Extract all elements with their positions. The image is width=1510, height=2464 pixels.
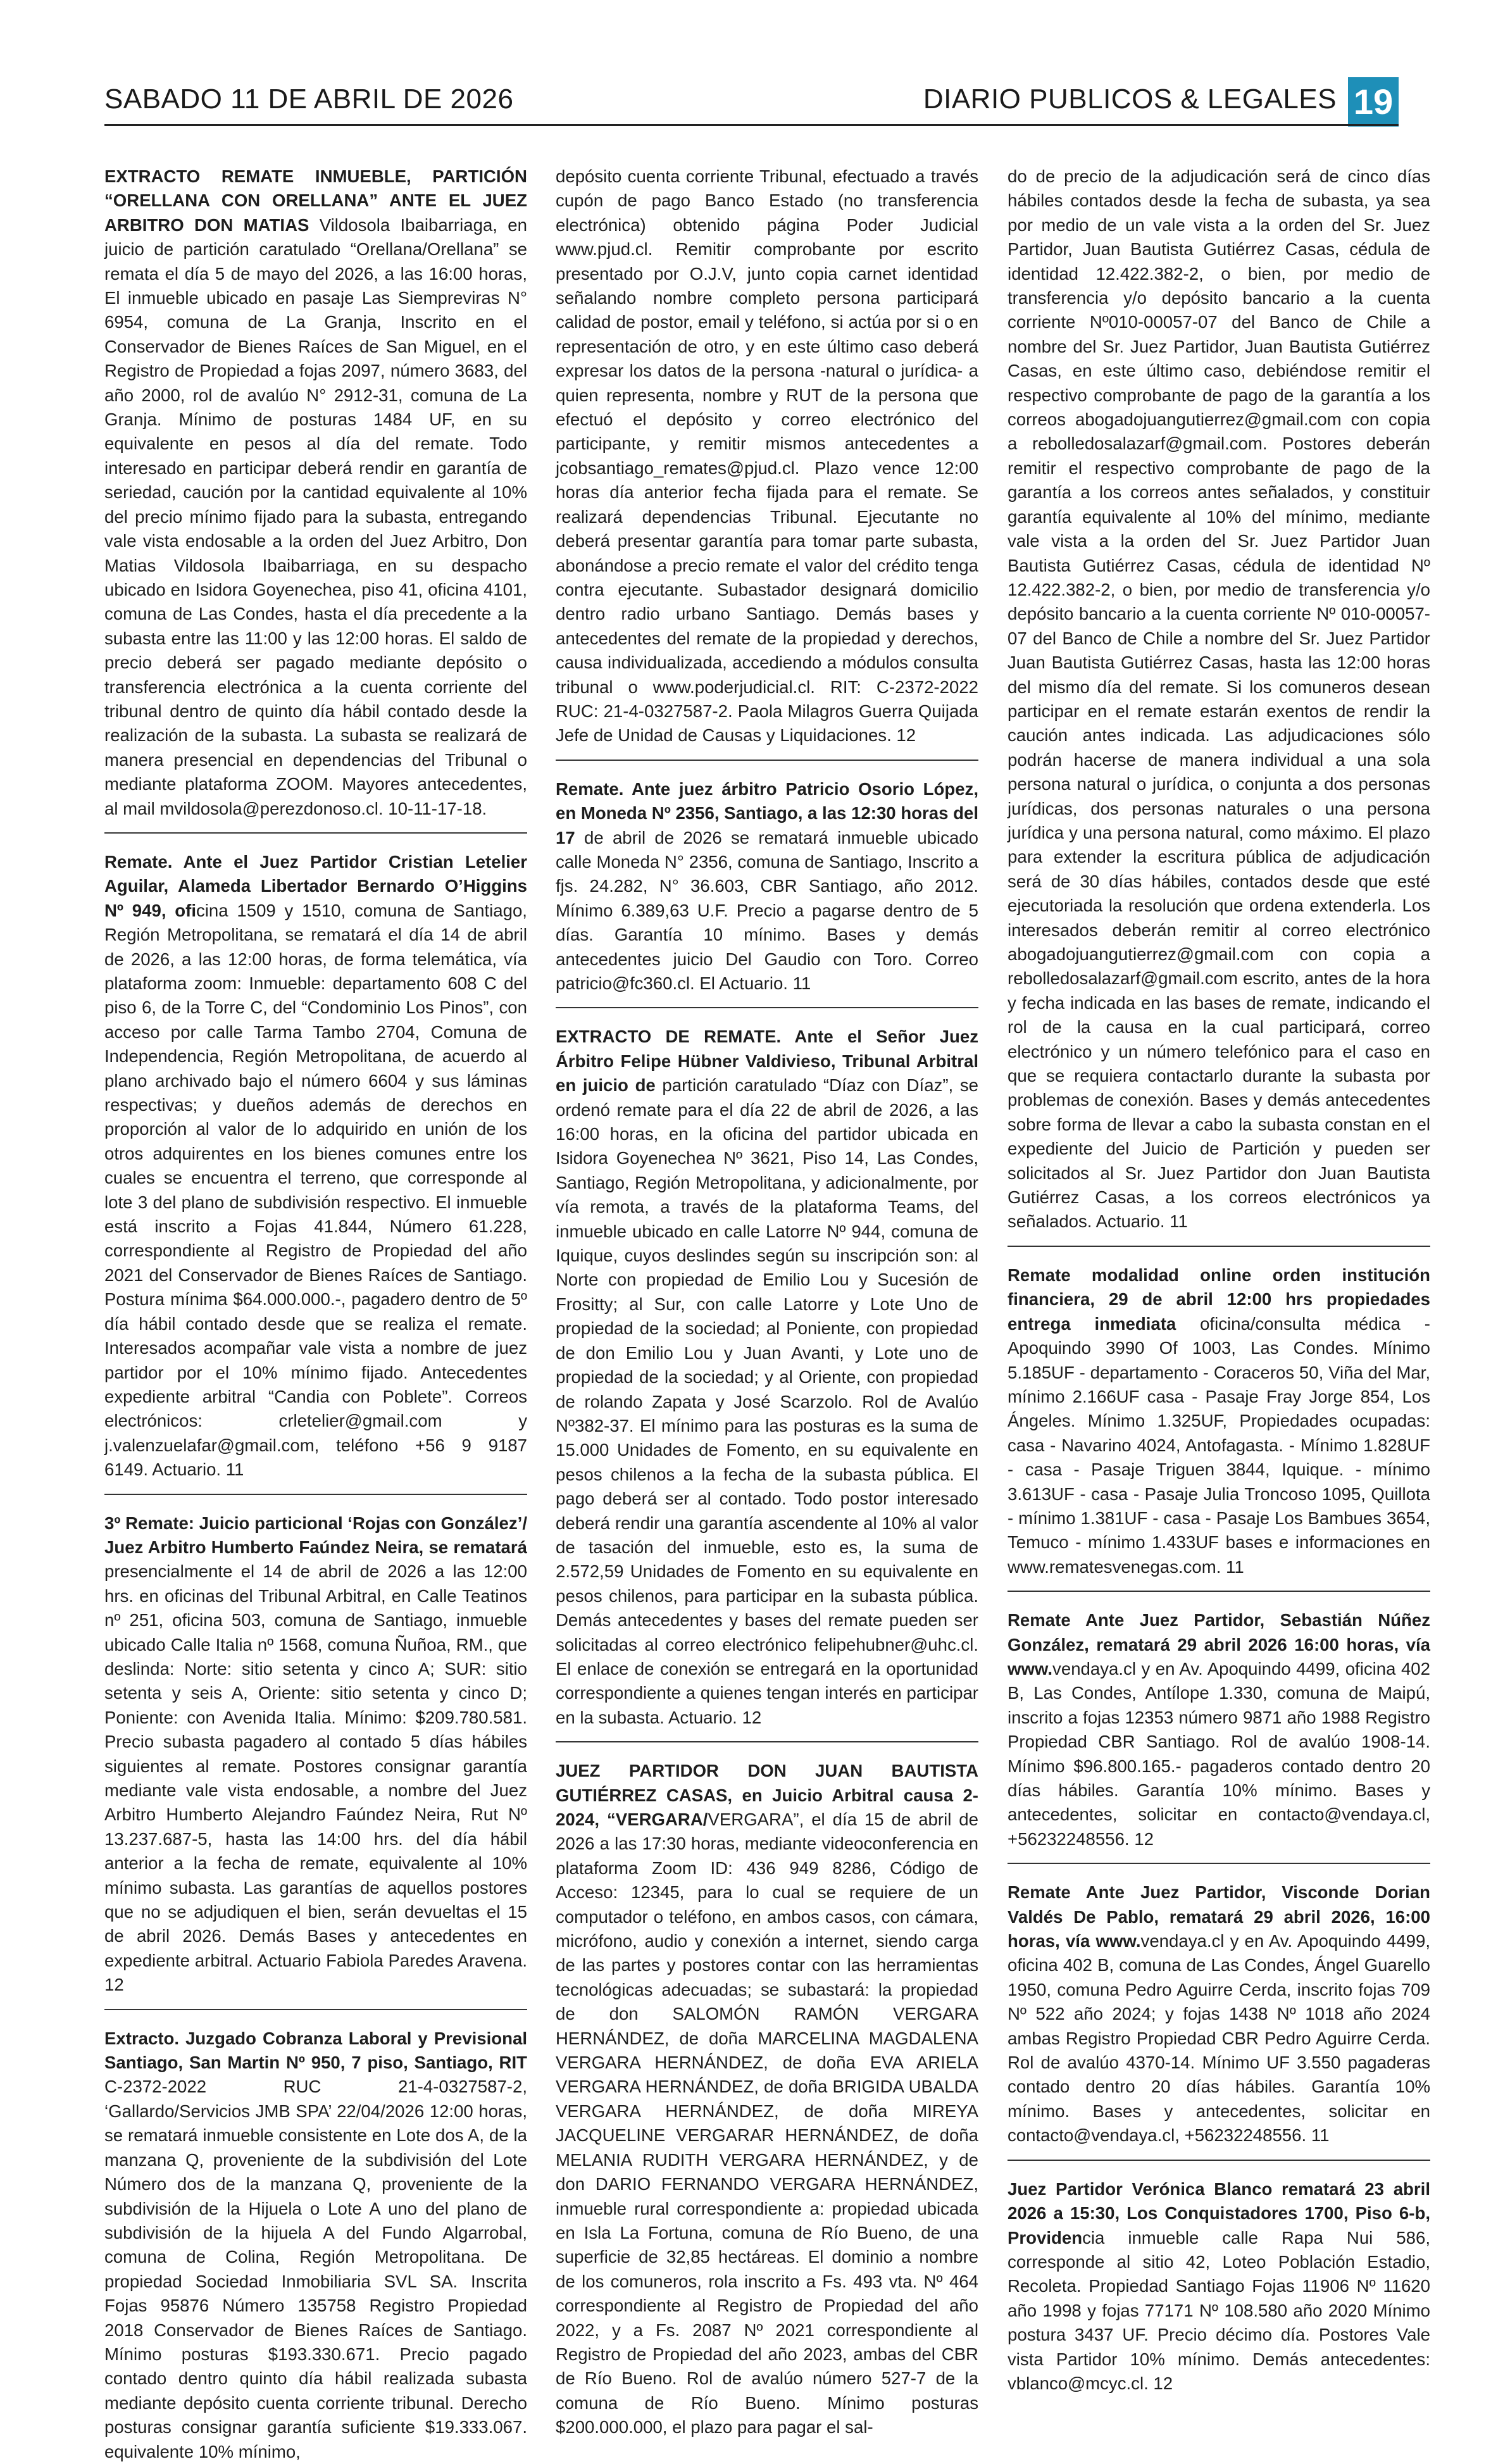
column-2 xyxy=(556,165,978,2440)
legal-notice-continued xyxy=(1008,165,1430,1234)
notice-divider xyxy=(556,760,978,761)
notice-lead: Remate modalidad online orden institución financiera, 29 de abril 12:00 hrs propiedades entrega inmediata xyxy=(1008,1265,1430,1334)
notice-lead: EXTRACTO REMATE INMUEBLE, PARTICIÓN “ORELLANA CON ORELLANA” ANTE EL JUEZ ARBITRO DON MATIAS xyxy=(104,166,527,235)
notice-lead: Juez Partidor Verónica Blanco rematará 23 abril 2026 a 15:30, Los Conquistadores 1700, Piso 6-b, Providen xyxy=(1008,2179,1430,2248)
legal-notice xyxy=(104,2027,527,2464)
legal-notice xyxy=(1008,1263,1430,1579)
notice-divider xyxy=(104,1494,527,1495)
notice-lead: Remate Ante Juez Partidor, Sebastián Núñez González, rematará 29 abril 2026 16:00 horas, vía www. xyxy=(1008,1610,1430,1679)
legal-notice xyxy=(104,850,527,1482)
notice-body: partición caratulado “Díaz con Díaz”, se ordenó remate para el día 22 de abril de 2026, a las 16:00 horas, en la oficina del partidor ubicada en Isidora Goyenechea Nº 3621, Piso 14, Las Condes, Santiago, Región Metropolitana, y adicionalmente, por vía remota, a través de la plataforma Teams, del inmueble ubicado en calle Latorre Nº 944, comuna de Iquique, cuyos deslindes según su inscripción son: al Norte con propiedad de Emilio Lou y Sucesión de Frositty; al Sur, con calle Latorre y Lote Uno de propiedad de la sociedad; al Poniente, con propiedad de don Emilio Lou y Juan Avanti, y Lote uno de propiedad de la sociedad; y al Oriente, con propiedad de rolando Zapata y José Scarzolo. Rol de Avalúo Nº382-37. El mínimo para las posturas es la suma de 15.000 Unidades de Fomento, en su equivalente en pesos chilenos a la fecha de la subasta pública. El pago deberá ser al contado. Todo postor interesado deberá rendir una garantía ascendente al 10% al valor de tasación del inmueble, esto es, la suma de 2.572,59 Unidades de Fomento en su equivalente en pesos chilenos, para participar en la subasta pública. Demás antecedentes y bases del remate pueden ser solicitadas al correo electrónico felipehubner@uhc.cl. El enlace de conexión se entregará en la oportunidad correspondiente a quienes tengan interés en participar en la subasta. Actuario. 12 xyxy=(556,1075,978,1727)
notice-body: vendaya.cl y en Av. Apoquindo 4499, oficina 402 B, comuna de Las Condes, Ángel Guarello 1950, comuna Pedro Aguirre Cerda, inscrito fojas 709 Nº 522 año 2024; y fojas 1438 Nº 1018 año 2024 ambas Registro Propiedad CBR Pedro Aguirre Cerda. Rol de avalúo 4370-14. Mínimo UF 3.550 pagaderas contado dentro 20 días hábiles. Garantía 10% mínimo. Bases y antecedentes, solicitar en contacto@vendaya.cl, +56232248556. 11 xyxy=(1008,1931,1430,2146)
notice-lead: Extracto. Juzgado Cobranza Laboral y Previsional Santiago, San Martin Nº 950, 7 piso, Santiago, RIT xyxy=(104,2028,527,2073)
legal-notice xyxy=(1008,1608,1430,1851)
notice-body: presencialmente el 14 de abril de 2026 a las 12:00 hrs. en oficinas del Tribunal Arbitral, en Calle Teatinos nº 251, oficina 503, comuna de Santiago, inmueble ubicado Calle Italia nº 1568, comuna Ñuñoa, RM., que deslinda: Norte: sitio setenta y cinco A; SUR: sitio setenta y seis A, Oriente: sitio setenta y cinco D; Poniente: con Avenida Italia. Mínimo: $209.780.581. Precio subasta pagadero al contado 5 días hábiles siguientes al remate. Postores consignar garantía mediante vale vista endosable, a nombre del Juez Arbitro Humberto Alejandro Faúndez Neira, Rut Nº 13.237.687-5, hasta las 14:00 hrs. del día hábil anterior a la fecha de remate, equivalente al 10% mínimo subasta. Las garantías de aquellos postores que no se adjudiquen el bien, serán devueltas el 15 de abril 2026. Demás Bases y antecedentes en expediente arbitral. Actuario Fabiola Paredes Aravena. 12 xyxy=(104,1561,527,1995)
notice-body: cina 1509 y 1510, comuna de Santiago, Región Metropolitana, se rematará el día 14 de abril de 2026, a las 12:00 horas, de forma telemática, vía plataforma zoom: Inmueble: departamento 608 C del piso 6, de la Torre C, del “Condominio Los Pinos”, con acceso por calle Tarma Tambo 2704, Comuna de Independencia, Región Metropolitana, de acuerdo al plano archivado bajo el número 6604 y sus láminas respectivas; y dueños además de derechos en proporción al valor de lo adquirido en unión de los otros adquirentes en los bienes comunes entre los cuales se encuentra el terreno, que corresponde al lote 3 del plano de subdivisión respectivo. El inmueble está inscrito a Fojas 41.844, Número 61.228, correspondiente al Registro de Propiedad del año 2021 del Conservador de Bienes Raíces de Santiago. Postura mínima $64.000.000.-, pagadero dentro de 5º día hábil contado desde que se realiza el remate. Interesados acompañar vale vista a nombre de juez partidor por el 10% mínimo fijado. Antecedentes expediente arbitral “Candia con Poblete”. Correos electrónicos: crletelier@gmail.com y j.valenzuelafar@gmail.com, teléfono +56 9 9187 6149. Actuario. 11 xyxy=(104,900,527,1480)
notice-divider xyxy=(1008,1246,1430,1247)
legal-notice-continued xyxy=(556,165,978,748)
notice-body: Vildosola Ibaibarriaga, en juicio de partición caratulado “Orellana/Orellana” se remata el día 5 de mayo del 2026, a las 16:00 horas, El inmueble ubicado en pasaje Las Siempreviras N° 6954, comuna de La Granja, Inscrito en el Conservador de Bienes Raíces de San Miguel, en el Registro de Propiedad a fojas 2097, número 3683, del año 2000, rol de avalúo N° 2912-31, comuna de La Granja. Mínimo de posturas 1484 UF, en su equivalente en pesos al día del remate. Todo interesado en participar deberá rendir en garantía de seriedad, caución por la cantidad equivalente al 10% del precio mínimo fijado para la subasta, entregando vale vista endosable a la orden del Juez Arbitro, Don Matias Vildosola Ibaibarriaga, en su despacho ubicado en Isidora Goyenechea, piso 41, oficina 4101, comuna de Las Condes, hasta el día precedente a la subasta entre las 11:00 y las 12:00 horas. El saldo de precio deberá ser pagado mediante depósito o transferencia electrónica a la cuenta corriente del tribunal dentro de quinto día hábil contado desde la realización de la subasta. La subasta se realizará de manera presencial en dependencias del Tribunal o mediante plataforma ZOOM. Mayores antecedentes, al mail mvildosola@perezdonoso.cl. 10-11-17-18. xyxy=(104,215,527,818)
notice-lead: EXTRACTO DE REMATE. Ante el Señor Juez Árbitro Felipe Hübner Valdivieso, Tribunal Arbitral en juicio de xyxy=(556,1027,978,1096)
legal-notice xyxy=(556,1759,978,2439)
notice-divider xyxy=(1008,2160,1430,2161)
notice-divider xyxy=(556,1741,978,1742)
legal-notice xyxy=(104,165,527,821)
notice-lead: JUEZ PARTIDOR DON JUAN BAUTISTA GUTIÉRREZ CASAS, en Juicio Arbitral causa 2-2024, “VERGARA/ xyxy=(556,1761,978,1829)
notice-divider xyxy=(104,832,527,834)
issue-date: SABADO 11 DE ABRIL DE 2026 xyxy=(104,84,514,115)
notice-body: oficina/consulta médica - Apoquindo 3990 Of 1003, Las Condes. Mínimo 5.185UF - departamento - Coraceros 50, Viña del Mar, mínimo 2.166UF casa - Pasaje Fray Jorge 854, Los Ángeles. Mínimo 1.325UF, Propiedades ocupadas: casa - Navarino 4024, Antofagasta. - Mínimo 1.828UF - casa - Pasaje Triguen 3844, Iquique. - mínimo 3.613UF - casa - Pasaje Julia Troncoso 1095, Quillota - mínimo 1.381UF - casa - Pasaje Los Bambues 3654, Temuco - mínimo 1.433UF bases e informaciones en www.rematesvenegas.com. 11 xyxy=(1008,1313,1430,1577)
notice-body: C-2372-2022 RUC 21-4-0327587-2, ‘Gallardo/Servicios JMB SPA’ 22/04/2026 12:00 horas, se rematará inmueble consistente en Lote dos A, de la manzana Q, proveniente de la subdivisión del Lote Número dos de la manzana Q, proveniente de la subdivisión de la Hijuela o Lote A uno del plano de subdivisión de la hijuela A del Fundo Algarrobal, comuna de Colina, Región Metropolitana. De propiedad Sociedad Inmobiliaria SVL SA. Inscrita Fojas 95876 Número 135758 Registro Propiedad 2018 Conservador de Bienes Raíces de Santiago. Mínimo posturas $193.330.671. Precio pagado contado dentro quinto día hábil realizada subasta mediante depósito cuenta corriente tribunal. Derecho posturas consignar garantía suficiente $19.333.067. equivalente 10% mínimo, xyxy=(104,2077,527,2461)
header-divider xyxy=(104,124,1399,126)
notice-body: cia inmueble calle Rapa Nui 586, corresponde al sitio 42, Loteo Población Estadio, Recoleta. Propiedad Santiago Fojas 11906 Nº 11620 año 1998 y fojas 77171 Nº 108.580 año 2020 Mínimo postura 3437 UF. Precio décimo día. Postores Vale vista Partidor 10% mínimo. Demás antecedentes: vblanco@mcyc.cl. 12 xyxy=(1008,2227,1430,2393)
notice-lead: Remate. Ante el Juez Partidor Cristian Letelier Aguilar, Alameda Libertador Bernardo O’Higgins Nº 949, ofi xyxy=(104,851,527,920)
publication-title: DIARIO PUBLICOS & LEGALES xyxy=(923,84,1337,115)
legal-notice xyxy=(1008,1880,1430,2148)
notice-body: depósito cuenta corriente Tribunal, efectuado a través cupón de pago Banco Estado (no transferencia electrónica) obtenido página Poder Judicial www.pjud.cl. Remitir comprobante por escrito presentado por O.J.V, junto copia carnet identidad señalando nombre completo persona participará calidad de postor, email y teléfono, si actúa por si o en representación de otro, y en este último caso deberá expresar los datos de la persona -natural o jurídica- a quien representa, nombre y RUT de la persona que efectuó el depósito y correo electrónico del participante, y remitir mismos antecedentes a jcobsantiago_remates@pjud.cl. Plazo vence 12:00 horas día anterior fecha fijada para el remate. Se realizará dependencias Tribunal. Ejecutante no deberá presentar garantía para tomar parte subasta, abonándose a precio remate el valor del crédito tenga contra ejecutante. Subastador designará domicilio dentro radio urbano Santiago. Demás bases y antecedentes del remate de la propiedad y derechos, causa individualizada, accediendo a módulos consulta tribunal o www.poderjudicial.cl. RIT: C-2372-2022 RUC: 21-4-0327587-2. Paola Milagros Guerra Quijada Jefe de Unidad de Causas y Liquidaciones. 12 xyxy=(556,166,978,746)
page-number-badge: 19 xyxy=(1348,77,1399,127)
page-header xyxy=(104,81,1399,128)
notice-body: de abril de 2026 se rematará inmueble ubicado calle Moneda N° 2356, comuna de Santiago, Inscrito a fjs. 24.282, N° 36.603, CBR Santiago, año 2012. Mínimo 6.389,63 U.F. Precio a pagarse dentro de 5 días. Garantía 10 mínimo. Bases y demás antecedentes juicio Del Gaudio con Toro. Correo patricio@fc360.cl. El Actuario. 11 xyxy=(556,827,978,993)
notice-divider xyxy=(104,2009,527,2010)
legal-notice xyxy=(556,1025,978,1730)
legal-notice xyxy=(1008,2177,1430,2396)
legal-notice xyxy=(556,777,978,996)
notice-lead: Remate. Ante juez árbitro Patricio Osorio López, en Moneda Nº 2356, Santiago, a las 12:30 horas del 17 xyxy=(556,779,978,847)
notice-body: VERGARA”, el día 15 de abril de 2026 a las 17:30 horas, mediante videoconferencia en plataforma Zoom ID: 436 949 8286, Código de Acceso: 12345, para lo cual se requiere de un computador o teléfono, en ambos casos, con cámara, micrófono, audio y conexión a internet, siendo carga de las partes y postores contar con las herramientas tecnológicas adecuadas; se subastará: la propiedad de don SALOMÓN RAMÓN VERGARA HERNÁNDEZ, de doña MARCELINA MAGDALENA VERGARA HERNÁNDEZ, de doña EVA ARIELA VERGARA HERNÁNDEZ, de doña BRIGIDA UBALDA VERGARA HERNÁNDEZ, de doña MIREYA JACQUELINE VERGARAR HERNÁNDEZ, de doña MELANIA RUDITH VERGARA HERNÁNDEZ, y de don DARIO FERNANDO VERGARA HERNÁNDEZ, inmueble rural correspondiente a: propiedad ubicada en Isla La Fortuna, comuna de Río Bueno, de una superficie de 32,85 hectáreas. El dominio a nombre de los comuneros, rola inscrito a Fs. 493 vta. Nº 464 correspondiente al Registro de Propiedad del año 2022, y a Fs. 2087 Nº 2021 correspondiente al Registro de Propiedad del año 2023, ambas del CBR de Río Bueno. Rol de avalúo número 527-7 de la comuna de Río Bueno. Mínimo posturas $200.000.000, el plazo para pagar el sal- xyxy=(556,1810,978,2437)
notice-lead: 3º Remate: Juicio particional ‘Rojas con González’/ Juez Arbitro Humberto Faúndez Neira, se rematará xyxy=(104,1513,527,1557)
legal-notice xyxy=(104,1511,527,1998)
notice-divider xyxy=(1008,1591,1430,1592)
notice-divider xyxy=(1008,1863,1430,1864)
notice-body: vendaya.cl y en Av. Apoquindo 4499, oficina 402 B, Las Condes, Antílope 1.330, comuna de Maipú, inscrito a fojas 12353 número 9871 año 1988 Registro Propiedad CBR Santiago. Rol de avalúo 1908-14. Mínimo $96.800.165.- pagaderos contado dentro 20 días hábiles. Garantía 10% mínimo. Bases y antecedentes, solicitar en contacto@vendaya.cl, +56232248556. 12 xyxy=(1008,1658,1430,1849)
column-3 xyxy=(1008,165,1430,2396)
column-1 xyxy=(104,165,527,2464)
notice-divider xyxy=(556,1007,978,1008)
notice-lead: Remate Ante Juez Partidor, Visconde Dorian Valdés De Pablo, rematará 29 abril 2026, 16:00 horas, vía www. xyxy=(1008,1882,1430,1951)
notice-body: do de precio de la adjudicación será de cinco días hábiles contados desde la fecha de subasta, ya sea por medio de un vale vista a la orden del Sr. Juez Partidor, Juan Bautista Gutiérrez Casas, cédula de identidad 12.422.382-2, o bien, por medio de transferencia y/o depósito bancario a la cuenta corriente Nº010-00057-07 del Banco de Chile a nombre del Sr. Juez Partidor, Juan Bautista Gutiérrez Casas, en este último caso, debiéndose remitir el respectivo comprobante de pago de la garantía a los correos abogadojuangutierrez@gmail.com con copia a rebolledosalazarf@gmail.com. Postores deberán remitir el respectivo comprobante de pago de la garantía a los correos antes señalados, y constituir garantía equivalente al 10% del mínimo, mediante vale vista a la orden del Sr. Juez Partidor Juan Bautista Gutiérrez Casas, cédula de identidad Nº 12.422.382-2, o bien, por medio de transferencia y/o depósito bancario a la cuenta corriente Nº 010-00057-07 del Banco de Chile a nombre del Sr. Juez Partidor Juan Bautista Gutiérrez Casas, hasta las 12:00 horas del mismo día del remate. Si los comuneros desean participar en el remate estarán exentos de rendir la caución antes indicada. Las adjudicaciones sólo podrán hacerse de manera individual a una sola persona natural o jurídica, o conjunta a dos personas jurídicas, dos personas naturales o una persona jurídica y una persona natural, como máximo. El plazo para extender la escritura pública de adjudicación será de 30 días hábiles, contados desde que esté ejecutoriada la resolución que ordena extenderla. Los interesados deberán remitir al correo electrónico abogadojuangutierrez@gmail.com con copia a rebolledosalazarf@gmail.com escrito, antes de la hora y fecha indicada en las bases de remate, indicando el rol de la causa en la cual participará, correo electrónico y un número telefónico para el caso en que se requiera contactarlo durante la subasta por problemas de conexión. Bases y demás antecedentes sobre forma de llevar a cabo la subasta constan en el expediente del Juicio de Partición y pueden ser solicitados al Sr. Juez Partidor don Juan Bautista Gutiérrez Casas, a los correos electrónicos ya señalados. Actuario. 11 xyxy=(1008,166,1430,1232)
